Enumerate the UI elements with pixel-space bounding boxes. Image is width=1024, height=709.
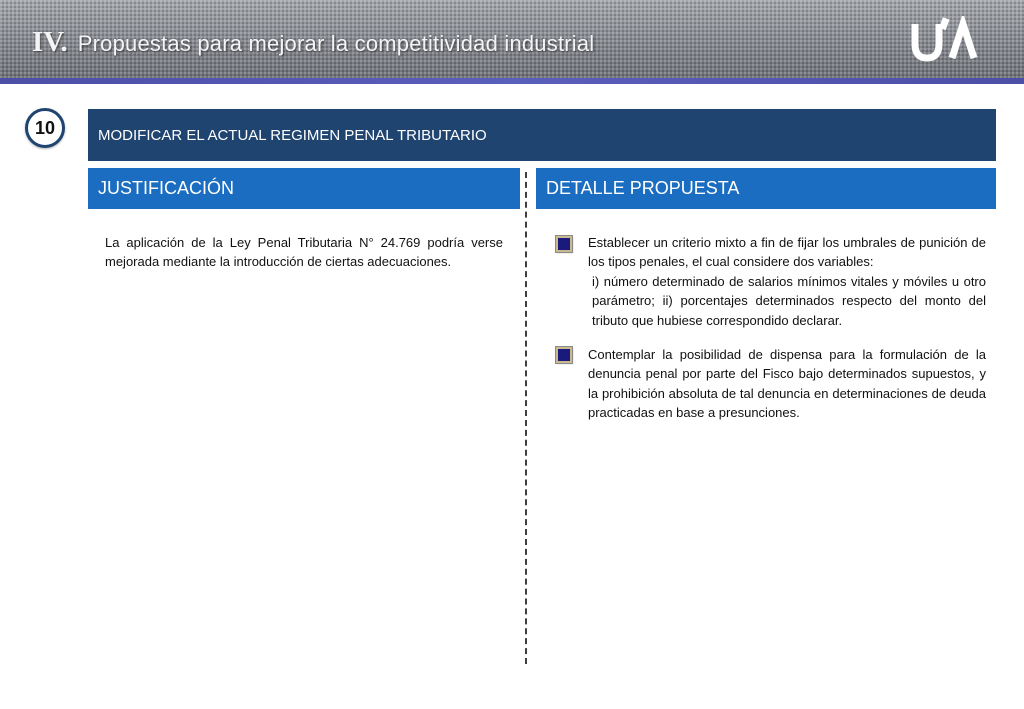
detalle-header <box>536 168 996 209</box>
header-accent-line <box>0 78 1024 84</box>
square-bullet-icon <box>556 236 572 252</box>
uia-logo <box>908 16 980 64</box>
detalle-item-1-text-b: i) número determinado de salarios mínimos vitales y móviles u otro parámetro; ii) porcentajes determinados respecto del monto del tributo que hubiese correspondido declarar. <box>592 273 986 328</box>
proposal-number-badge: 10 <box>25 108 65 148</box>
detalle-item-2 <box>588 345 986 423</box>
square-bullet-icon <box>556 347 572 363</box>
detalle-heading: DETALLE PROPUESTA <box>546 178 740 198</box>
justificacion-heading: JUSTIFICACIÓN <box>98 178 235 198</box>
justificacion-header <box>88 168 520 209</box>
column-divider <box>525 172 527 664</box>
proposal-title-bar <box>88 109 996 161</box>
detalle-item-1-text-a: Establecer un criterio mixto a fin de fijar los umbrales de punición de los tipos penales, el cual considere dos variables: <box>588 235 986 270</box>
page-title <box>32 26 594 66</box>
proposal-title: MODIFICAR EL ACTUAL REGIMEN PENAL TRIBUTARIO <box>98 126 487 144</box>
detalle-item-1 <box>588 233 986 330</box>
detalle-item-2-text: Contemplar la posibilidad de dispensa para la formulación de la denuncia penal por parte del Fisco bajo determinados supuestos, y la prohibición absoluta de tal denuncia en determinaciones de deuda practicadas en base a presunciones. <box>588 347 986 421</box>
justificacion-text: La aplicación de la Ley Penal Tributaria N° 24.769 podría verse mejorada mediante la introducción de ciertas adecuaciones. <box>105 235 503 270</box>
section-number: IV. <box>32 26 68 58</box>
section-title: Propuestas para mejorar la competitividad industrial <box>77 31 595 56</box>
